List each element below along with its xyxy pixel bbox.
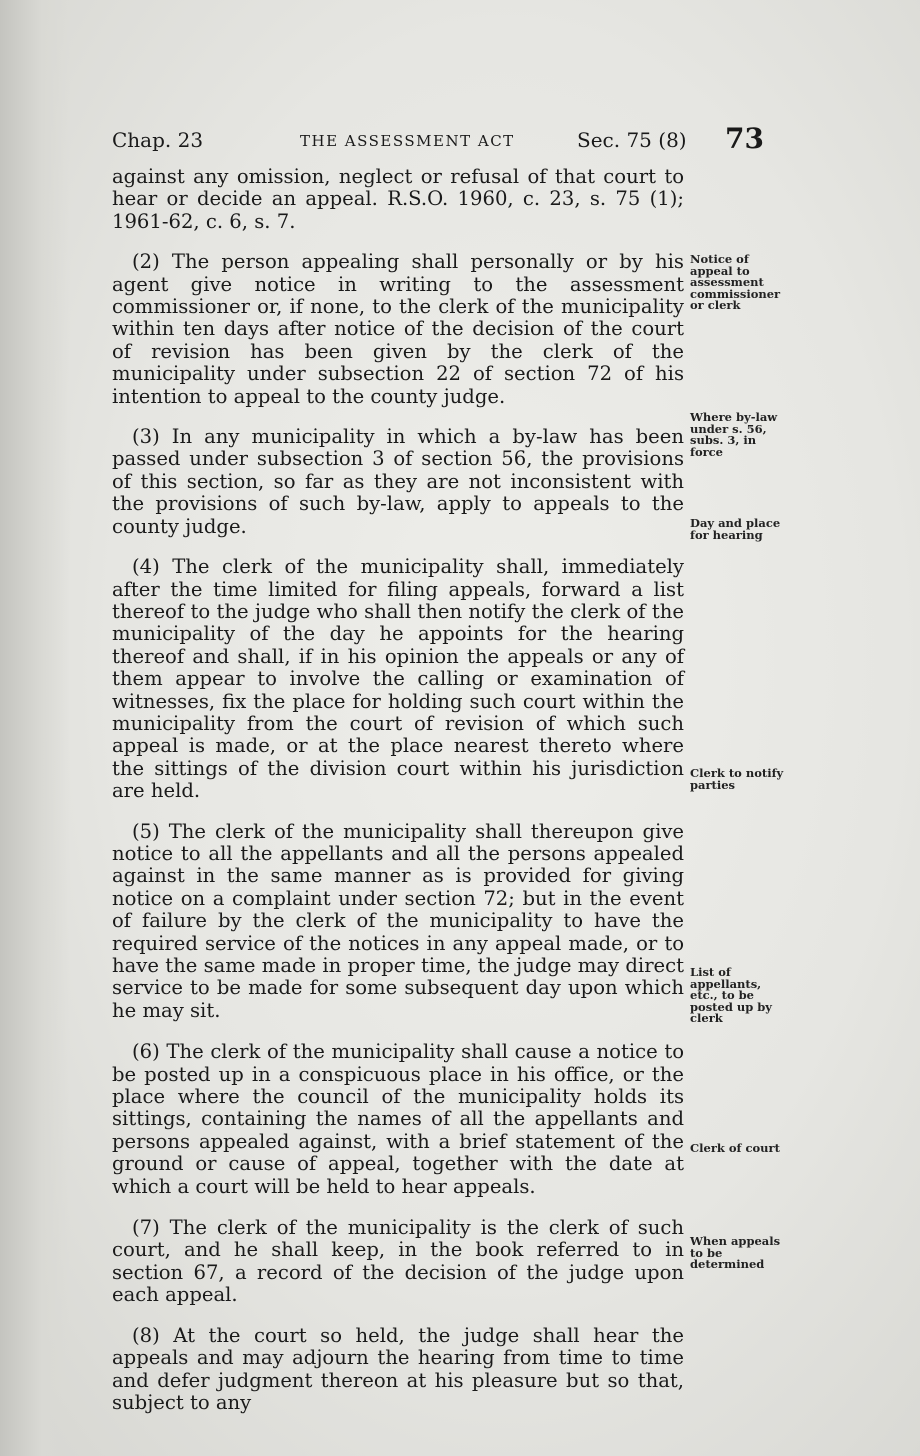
paragraph-subsection-2: (2) The person appealing shall personally or by his agent give notice in writing to the assessment commissioner or, if none, to the clerk of the municipality within ten days after notice of the decision of the court of revision has been given by the clerk of the municipality under subsection 22 of section 72 of his intention to appeal to the county judge. <box>112 250 684 408</box>
statute-body <box>112 166 684 1414</box>
paragraph-subsection-7: (7) The clerk of the municipality is the clerk of such court, and he shall keep, in the book referred to in section 67, a record of the decision of the judge upon each appeal. <box>112 1216 684 1307</box>
margin-note-where-by-law: Where by-law under s. 56, subs. 3, in force <box>690 410 778 459</box>
paragraph-subsection-8: (8) At the court so held, the judge shall hear the appeals and may adjourn the hearing from time to time and defer judgment thereon at his pleasure but so that, subject to any <box>112 1323 684 1414</box>
page-number: 73 <box>725 122 764 155</box>
paragraph-subsection-3: (3) In any municipality in which a by-law has been passed under subsection 3 of section 56, the provisions of this section, so far as they are not inconsistent with the provisions of such by-law, apply to appeals to the county judge. <box>112 425 684 538</box>
page-header <box>112 122 764 158</box>
margin-note-when-appeals-determined: When appeals to be determined <box>690 1234 781 1271</box>
margin-note-day-and-place: Day and place for hearing <box>690 516 781 542</box>
paragraph-subsection-4: (4) The clerk of the municipality shall, immediately after the time limited for filing appeals, forward a list thereof to the judge who shall then notify the clerk of the municipality of the day he appoints for the hearing thereof and shall, if in his opinion the appeals or any of them appear to involve the calling or examination of witnesses, fix the place for holding such court within the municipality from the court of revision of which such appeal is made, or at the place nearest thereto where the sittings of the division court within his jurisdiction are held. <box>112 555 684 803</box>
chapter-label: Chap. 23 <box>112 128 204 152</box>
margin-note-notice-of-appeal: Notice of appeal to assessment commissioner or clerk <box>690 252 781 312</box>
paragraph-subsection-5: (5) The clerk of the municipality shall thereupon give notice to all the appellants and all the persons appealed against in the same manner as is provided for giving notice on a complaint under section 72; but in the event of failure by the clerk of the municipality to have the required service of the notices in any appeal made, or to have the same made in proper time, the judge may direct service to be made for some subsequent day upon which he may sit. <box>112 819 684 1022</box>
page-edge-shadow <box>0 0 70 1456</box>
paragraph-continuation: against any omission, neglect or refusal of that court to hear or decide an appeal. R.S.O. 1960, c. 23, s. 75 (1); 1961-62, c. 6, s. 7. <box>112 165 684 233</box>
margin-note-clerk-of-court: Clerk of court <box>690 1141 780 1155</box>
margin-note-clerk-to-notify: Clerk to notify parties <box>690 766 784 792</box>
running-title: THE ASSESSMENT ACT <box>300 132 515 150</box>
section-label: Sec. 75 (8) <box>577 128 687 152</box>
paragraph-subsection-6: (6) The clerk of the municipality shall cause a notice to be posted up in a conspicuous place in his office, or the place where the council of the municipality holds its sittings, containing the names of all the appellants and persons appealed against, with a brief statement of the ground or cause of appeal, together with the date at which a court will be held to hear appeals. <box>112 1040 684 1198</box>
margin-note-list-of-appellants: List of appellants, etc., to be posted up by clerk <box>690 965 772 1025</box>
